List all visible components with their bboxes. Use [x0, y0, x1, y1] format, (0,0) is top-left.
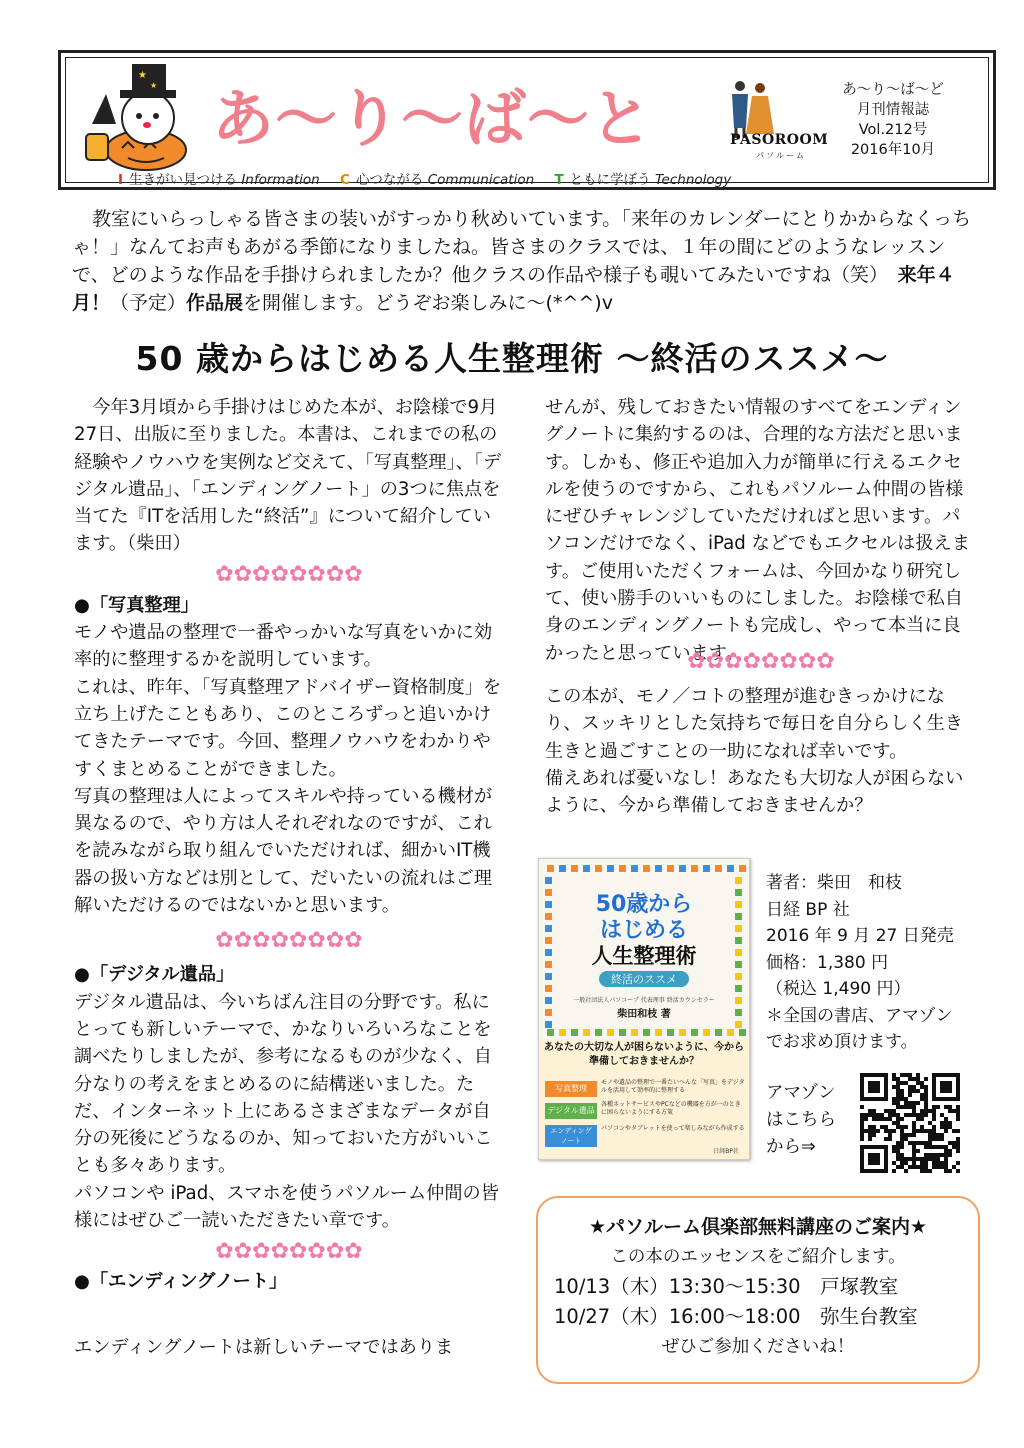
- cover-dot: [631, 865, 638, 872]
- pumpkin-ghost-icon: [86, 62, 196, 172]
- book-release-date: 2016 年 9 月 27 日発売: [766, 926, 954, 946]
- article-right-column: [545, 394, 977, 819]
- cover-dot: [727, 1029, 734, 1036]
- tagline-letter-i: I: [118, 172, 124, 188]
- cover-dot: [545, 1009, 552, 1016]
- section-ending-text-right: せんが、残しておきたい情報のすべてをエンディングノートに集約するのは、合理的な方法だと思います。しかも、修正や追加入力が簡単に行えるエクセルを使うのですから、これもパソルーム仲間の皆様にぜひチャレンジしていただければと思います。パソコンだけでなく、iPad などでもエクセルは扱えます。ご使用いただくフォームは、今回かなり研究して、使い勝手のいいものにしました。お陰様で私自身のエンディングノートも完成し、やって本当に良かったと思っています。: [545, 397, 970, 664]
- tagline-jp-3: ともに学ぼう: [569, 172, 651, 188]
- issue-volume: Vol.212号: [858, 122, 928, 138]
- article-title: 50 歳からはじめる人生整理術 〜終活のススメ〜: [135, 339, 889, 378]
- cover-dot: [545, 961, 552, 968]
- amazon-line-2: はこちら: [766, 1110, 836, 1130]
- book-price-tax: （税込 1,490 円）: [766, 979, 911, 999]
- cover-tag-photo: 写真整理: [555, 1084, 587, 1093]
- intro-bold-1: 来年４月！: [72, 264, 955, 314]
- issue-type: 月刊情報誌: [856, 102, 930, 118]
- book-cover-art: [539, 859, 749, 1159]
- cover-publisher: 日経BP社: [713, 1148, 739, 1155]
- cover-dot: [735, 901, 742, 908]
- flower-divider-2: ✿✿✿✿✿✿✿✿: [215, 927, 363, 953]
- cover-title-line-1: 50歳から: [595, 892, 693, 917]
- cover-dot: [735, 985, 742, 992]
- cover-title-line-2: はじめる: [599, 918, 689, 943]
- cover-dot: [583, 1029, 590, 1036]
- intro-text-2: （予定）: [110, 292, 187, 314]
- cover-title-line-3: 人生整理術: [591, 944, 697, 968]
- seminar-subtitle: この本のエッセンスをご紹介します。: [610, 1247, 906, 1267]
- pasoroom-logo-kana: パソルーム: [756, 151, 806, 160]
- seminar-title: ★パソルーム倶楽部無料講座のご案内★: [588, 1216, 928, 1238]
- cover-dot: [703, 865, 710, 872]
- tagline: [118, 168, 747, 188]
- cover-dot: [571, 1029, 578, 1036]
- cover-dot: [607, 865, 614, 872]
- cover-dot: [691, 1029, 698, 1036]
- cover-dot: [631, 1029, 638, 1036]
- cover-dot: [735, 925, 742, 932]
- cover-tag-digital: デジタル遺品: [547, 1106, 595, 1115]
- cover-dot: [545, 889, 552, 896]
- cover-dot: [735, 973, 742, 980]
- book-availability-1: ＊全国の書店、アマゾン: [766, 1005, 953, 1026]
- closing-p2: 備えあれば憂いなし！あなたも大切な人が困らないように、今から準備しておきませんか？: [545, 767, 964, 817]
- flower-divider-4: ✿✿✿✿✿✿✿✿: [687, 649, 835, 675]
- tagline-letter-t: T: [554, 172, 564, 188]
- section-ending-heading: ●「エンディングノート」: [74, 1271, 288, 1293]
- cover-dot: [545, 937, 552, 944]
- issue-name: あ〜り〜ば〜ど: [842, 82, 944, 98]
- section-ending-p1-start: [74, 1334, 504, 1362]
- section-digital-p2: パソコンや iPad、スマホを使うパソルーム仲間の皆様にはぜひご一読いただきたい章です。: [74, 1182, 499, 1232]
- seminar-closing: ぜひご参加くださいね！: [661, 1337, 855, 1357]
- cover-dot: [583, 865, 590, 872]
- intro-text-1: 教室にいらっしゃる皆さまの装いがすっかり秋めいています。「来年のカレンダーにとりかからなくっちゃ！」なんてお声もあがる季節になりましたね。皆さまのクラスでは、１年の間にどのようなレッスンで、どのような作品を手掛けられましたか？他クラスの作品や様子も覗いてみたいですね（笑）: [72, 208, 972, 286]
- amazon-line-1: アマゾン: [766, 1083, 836, 1103]
- cover-dot: [545, 1021, 552, 1028]
- article-intro: 今年3月頃から手掛けはじめた本が、お陰様で9月27日、出版に至りました。本書は、これまでの私の経験やノウハウを実例など交えて、「写真整理」、「デジタル遺品」、「エンディングノート」の3つに焦点を当てた『ITを活用した“終活”』について紹介しています。（柴田）: [74, 397, 502, 555]
- cover-dot: [735, 877, 742, 884]
- cover-dot: [735, 1009, 742, 1016]
- cover-dot: [735, 913, 742, 920]
- cover-dot: [545, 913, 552, 920]
- cover-dot: [643, 1029, 650, 1036]
- amazon-link-text[interactable]: [766, 1080, 836, 1161]
- cover-dot: [735, 889, 742, 896]
- cover-row-3: パソコンやタブレットを使って楽しみながら作成する: [601, 1125, 745, 1132]
- cover-dot: [547, 1029, 554, 1036]
- issue-date: 2016年10月: [850, 142, 936, 158]
- cover-dot: [735, 961, 742, 968]
- cover-row-1: モノや遺品の整理で一番たいへんな「写真」をデジタルを活用して効率的に整理する: [601, 1079, 745, 1094]
- cover-dot: [667, 865, 674, 872]
- tagline-en-3: Technology: [654, 172, 732, 188]
- cover-dot: [559, 1029, 566, 1036]
- cover-dot: [545, 877, 552, 884]
- svg-text:★: ★: [150, 81, 158, 90]
- cover-row-2: 各種ネットサービスやPCなどの機器を方が一のときに困らないようにする方策: [601, 1101, 741, 1116]
- cover-dot: [703, 1029, 710, 1036]
- issue-info: [818, 80, 968, 160]
- section-photo-p2: これは、昨年、「写真整理アドバイザー資格制度」を立ち上げたこともあり、このところずっと追いかけてきたテーマです。今回、整理ノウハウをわかりやすくまとめることができました。: [74, 676, 502, 780]
- cover-dot: [691, 865, 698, 872]
- cover-dot: [545, 925, 552, 932]
- cover-dot: [739, 865, 746, 872]
- book-author: 著者：柴田 和枝: [766, 873, 902, 893]
- article-left-column: [74, 394, 504, 1296]
- book-cover-image: [538, 858, 750, 1160]
- flower-divider-1: ✿✿✿✿✿✿✿✿: [215, 562, 363, 588]
- cover-dot: [735, 937, 742, 944]
- section-digital-heading: ●「デジタル遺品」: [74, 964, 235, 986]
- amazon-line-3: から⇒: [766, 1137, 816, 1157]
- cover-dot: [545, 973, 552, 980]
- cover-dot: [715, 1029, 722, 1036]
- intro-text-3: を開催します。どうぞお楽しみに〜(*^^)v: [243, 292, 613, 314]
- cover-dot: [545, 949, 552, 956]
- book-price: 価格：1,380 円: [766, 952, 889, 973]
- cover-dot: [667, 1029, 674, 1036]
- pasoroom-logo-text: PASOROOM: [730, 132, 829, 148]
- cover-dot: [655, 865, 662, 872]
- cover-tag-ending: エンディング ノート: [550, 1127, 592, 1145]
- cover-dot: [735, 997, 742, 1004]
- cover-dot: [679, 865, 686, 872]
- book-publisher: 日経 BP 社: [766, 899, 850, 920]
- cover-dot: [727, 865, 734, 872]
- tagline-jp-1: 生きがい見つける: [129, 172, 238, 188]
- section-digital-p1: デジタル遺品は、今いちばん注目の分野です。私にとっても新しいテーマで、かなりいろいろなことを調べたりしましたが、参考になるものが少なく、自分なりの考えをまとめるのに結構迷いました。ただ、インターネット上にあるさまざまなデータが自分の死後にどうなるのか、知っておいた方がいいことも多々あります。: [74, 991, 493, 1177]
- cover-dot: [715, 865, 722, 872]
- cover-author-role: 一般社団法人パソコープ 代表理事 終活カウンセラー: [573, 997, 715, 1004]
- cover-dot: [545, 985, 552, 992]
- cover-dot: [595, 1029, 602, 1036]
- newsletter-title: あ〜り〜ば〜と: [212, 82, 654, 155]
- cover-dot: [545, 997, 552, 1004]
- cover-dot: [643, 865, 650, 872]
- cover-subtitle: 終活のススメ: [611, 973, 677, 986]
- cover-dot: [679, 1029, 686, 1036]
- tagline-letter-c: C: [340, 172, 350, 188]
- seminar-session-1: 10/13（木）13:30〜15:30 戸塚教室: [554, 1275, 899, 1298]
- cover-dot: [559, 865, 566, 872]
- seminar-session-2: 10/27（木）16:00〜18:00 弥生台教室: [554, 1305, 918, 1328]
- cover-catch: あなたの大切な人が困らないように、今から準備しておきませんか？: [544, 1042, 744, 1067]
- qr-code-icon[interactable]: [860, 1073, 960, 1173]
- cover-dot: [547, 865, 554, 872]
- flower-divider-3: ✿✿✿✿✿✿✿✿: [215, 1238, 363, 1264]
- cover-dot: [735, 949, 742, 956]
- cover-dot: [619, 1029, 626, 1036]
- cover-dot: [571, 865, 578, 872]
- seminar-announcement-box: [536, 1196, 980, 1384]
- cover-dot: [739, 1029, 746, 1036]
- tagline-en-1: Information: [241, 172, 320, 188]
- section-photo-p1: モノや遺品の整理で一番やっかいな写真をいかに効率的に整理するかを説明しています。: [74, 622, 493, 671]
- svg-text:★: ★: [138, 70, 147, 81]
- intro-bold-2: 作品展: [186, 292, 244, 314]
- section-ending-text-left: エンディングノートは新しいテーマではありま: [74, 1337, 454, 1358]
- tagline-en-2: Communication: [427, 172, 535, 188]
- cover-dot: [607, 1029, 614, 1036]
- cover-dot: [545, 901, 552, 908]
- closing-p1: この本が、モノ／コトの整理が進むきっかけになり、スッキリとした気持ちで毎日を自分らしく生き生きと過ごすことの一助になれば幸いです。: [545, 686, 963, 762]
- book-info: [766, 870, 954, 1056]
- book-availability-2: でお求め頂けます。: [766, 1032, 918, 1052]
- intro-paragraph: [72, 205, 980, 317]
- cover-dot: [595, 865, 602, 872]
- section-photo-heading: ●「写真整理」: [74, 594, 199, 616]
- cover-dot: [655, 1029, 662, 1036]
- tagline-jp-2: 心つながる: [355, 172, 424, 188]
- cover-author: 柴田和枝 著: [617, 1009, 671, 1020]
- section-photo-p3: 写真の整理は人によってスキルや持っている機材が異なるので、やり方は人それぞれなのですが、これを読みながら取り組んでいただければ、細かいIT機器の扱い方などは別として、だいたいの流れはご理解いただけるのではないかと思います。: [74, 785, 493, 917]
- cover-dot: [619, 865, 626, 872]
- cover-dot: [735, 1021, 742, 1028]
